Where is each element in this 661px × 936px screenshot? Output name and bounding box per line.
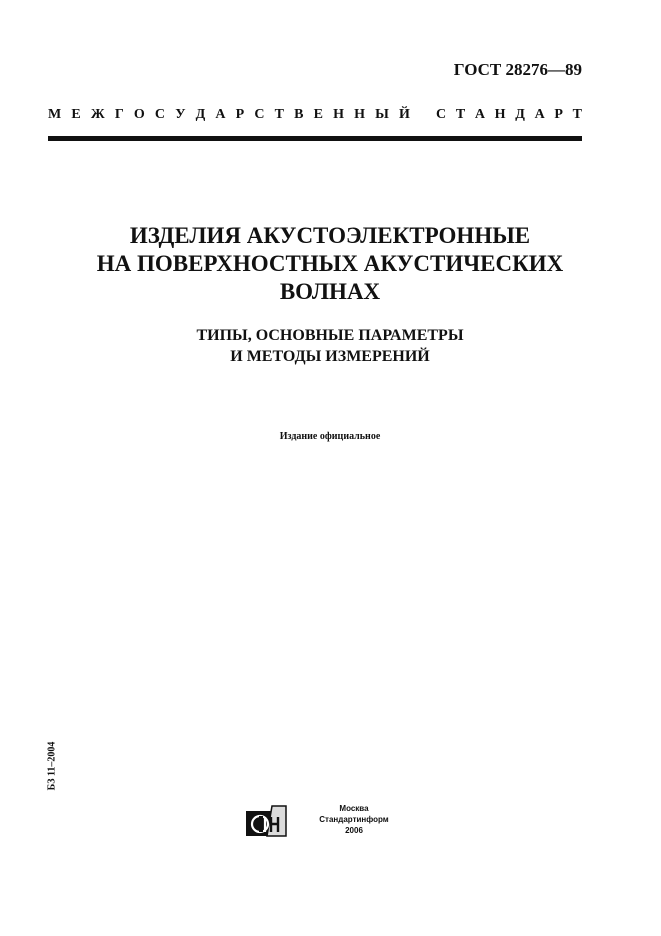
- heading-letter: С: [154, 107, 166, 122]
- side-code-text: БЗ 11–2004: [46, 741, 58, 791]
- heading-letter: Р: [235, 107, 245, 122]
- heading-letter: Р: [554, 107, 563, 122]
- heading-letter: Й: [399, 107, 410, 122]
- heading-letter: О: [133, 107, 145, 122]
- heading-letter: Н: [354, 107, 365, 122]
- document-subtitle: [40, 325, 620, 367]
- heading-letter: Е: [313, 107, 323, 122]
- subtitle-line-2: И МЕТОДЫ ИЗМЕРЕНИЙ: [230, 348, 430, 365]
- heading-letter: В: [294, 107, 304, 122]
- title-line-1: ИЗДЕЛИЯ АКУСТОЭЛЕКТРОННЫЕ: [129, 223, 531, 248]
- publisher-name: Стандартинформ: [319, 815, 389, 824]
- publisher-city: Москва: [339, 804, 369, 813]
- heading-letter: Н: [494, 107, 506, 122]
- heading-letter: А: [474, 107, 485, 122]
- publisher-year: 2006: [345, 826, 363, 835]
- heading-letter: Т: [455, 107, 466, 122]
- heading-letter: Г: [114, 107, 124, 122]
- title-line-3: ВОЛНАХ: [279, 279, 381, 304]
- heading-letter: А: [215, 107, 226, 122]
- heading-letter: Ж: [90, 107, 105, 122]
- heading-letter: У: [175, 107, 186, 122]
- heading-word-standard: [436, 107, 582, 123]
- standard-number: ГОСТ 28276—89: [453, 60, 582, 79]
- subtitle-line-1: ТИПЫ, ОСНОВНЫЕ ПАРАМЕТРЫ: [196, 327, 464, 344]
- heading-letter: С: [254, 107, 265, 122]
- publisher-block: [313, 803, 395, 836]
- title-line-2: НА ПОВЕРХНОСТНЫХ АКУСТИЧЕСКИХ: [96, 251, 564, 276]
- heading-letter: М: [48, 107, 62, 122]
- heading-word-interstate: [48, 107, 410, 123]
- heading-letter: Н: [333, 107, 344, 122]
- side-code: [47, 731, 57, 801]
- document-title: [40, 222, 620, 306]
- heading-letter: Т: [572, 107, 582, 122]
- heading-letter: Е: [71, 107, 81, 122]
- interstate-standard-heading: [48, 107, 582, 123]
- heading-letter: А: [534, 107, 545, 122]
- standartinform-logo-icon: [245, 805, 287, 837]
- edition-note: Издание официальное: [279, 431, 381, 442]
- heading-letter: Т: [274, 107, 284, 122]
- heading-letter: Ы: [375, 107, 389, 122]
- heading-letter: Д: [515, 107, 525, 122]
- heading-letter: С: [436, 107, 447, 122]
- heading-letter: Д: [195, 107, 206, 122]
- heading-rule: [48, 136, 582, 141]
